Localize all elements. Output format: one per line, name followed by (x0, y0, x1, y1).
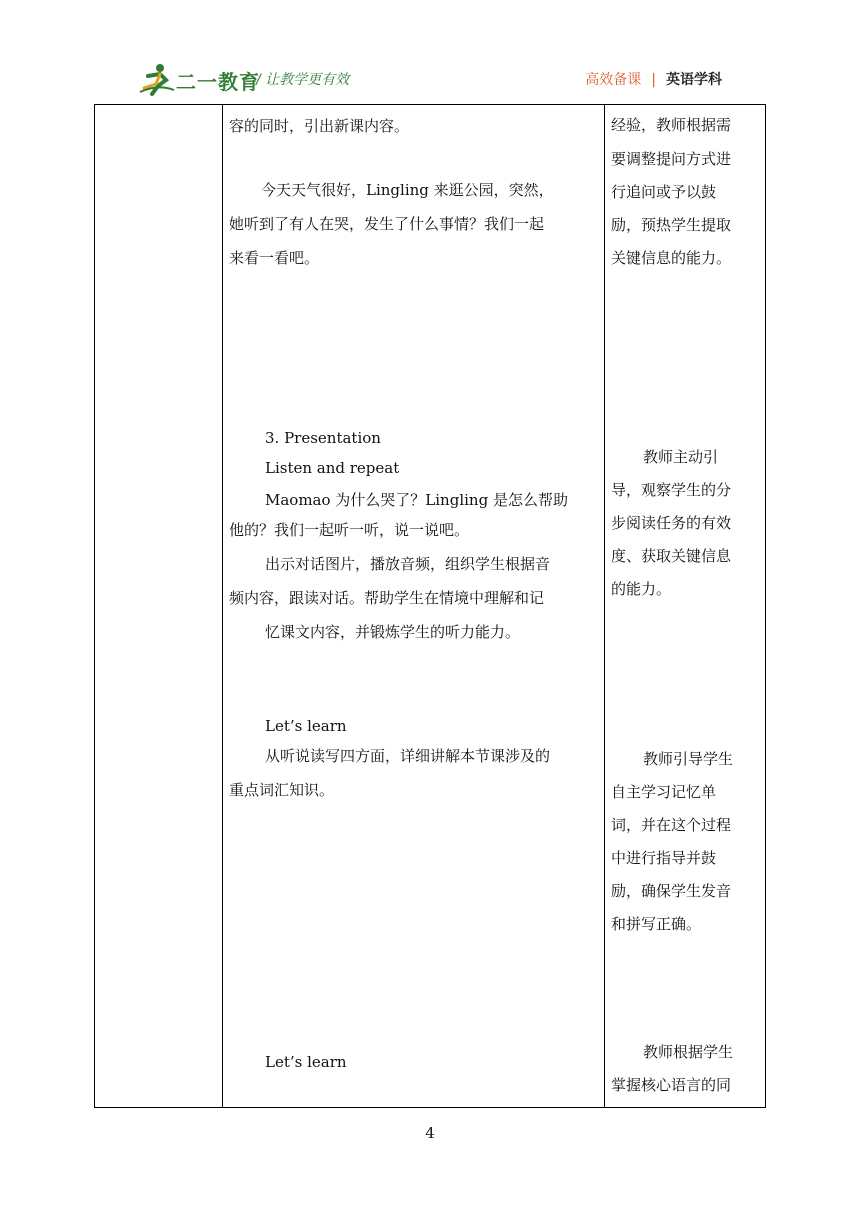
text-line: 关键信息的能力。 (611, 249, 732, 267)
text-line: 来看一看吧。 (229, 249, 320, 267)
text-line: 导，观察学生的分 (611, 481, 732, 499)
text-line: 忆课文内容，并锻炼学生的听力能力。 (265, 623, 521, 641)
text-line: 她听到了有人在哭，发生了什么事情？我们一起 (229, 215, 545, 233)
design-intent-cell (605, 105, 766, 1107)
text-line: 词，并在这个过程 (611, 816, 732, 834)
text-line: 教师根据学生 (643, 1043, 734, 1061)
text-line: 励，确保学生发音 (611, 882, 732, 900)
text-line: 中进行指导并鼓 (611, 849, 717, 867)
section-heading: 3. Presentation (265, 429, 381, 447)
activity-heading: Let’s learn (265, 717, 347, 735)
logo-text: 二一教育 (176, 70, 260, 94)
text-line: 重点词汇知识。 (229, 781, 335, 799)
text-line: 度、获取关键信息 (611, 547, 732, 565)
text-line: 容的同时，引出新课内容。 (229, 117, 410, 135)
teaching-process-cell (223, 105, 603, 1107)
text-line: 的能力。 (611, 580, 672, 598)
text-line: 励，预热学生提取 (611, 216, 732, 234)
text-line: 出示对话图片，播放音频，组织学生根据音 (265, 555, 551, 573)
activity-heading: Listen and repeat (265, 459, 400, 477)
text-line: 自主学习记忆单 (611, 783, 717, 801)
header-separator: | (651, 72, 656, 88)
text-line: 教师主动引 (643, 448, 719, 466)
text-line: 教师引导学生 (643, 750, 734, 768)
text-line: 行追问或予以鼓 (611, 183, 717, 201)
header-right (585, 69, 722, 89)
text-line: 今天天气很好，Lingling 来逛公园，突然， (261, 181, 554, 199)
text-line: 从听说读写四方面，详细讲解本节课涉及的 (265, 747, 551, 765)
text-line: Maomao 为什么哭了？Lingling 是怎么帮助 (265, 491, 568, 509)
text-line: 掌握核心语言的同 (611, 1076, 732, 1094)
text-line: 要调整提问方式进 (611, 150, 732, 168)
header-subject: 英语学科 (666, 72, 722, 88)
text-line: 频内容，跟读对话。帮助学生在情境中理解和记 (229, 589, 545, 607)
header-efficient-prep: 高效备课 (585, 72, 642, 88)
text-line: 和拼写正确。 (611, 915, 702, 933)
text-line: 他的？我们一起听一听，说一说吧。 (229, 521, 470, 539)
page-header (0, 0, 860, 100)
lesson-table (94, 104, 766, 1108)
activity-heading: Let’s learn (265, 1053, 347, 1071)
text-line: 步阅读任务的有效 (611, 514, 732, 532)
page-number: 4 (425, 1124, 435, 1142)
text-line: 经验，教师根据需 (611, 116, 732, 134)
header-slogan: / 让教学更有效 (256, 72, 350, 88)
